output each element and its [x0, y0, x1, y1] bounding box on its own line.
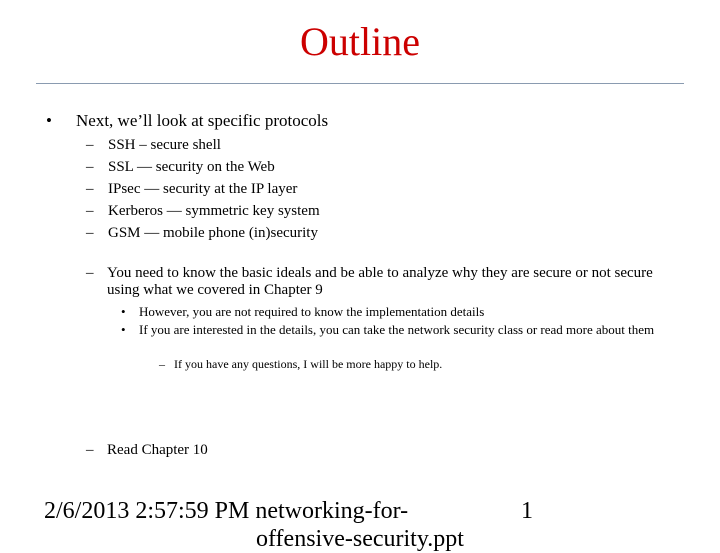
- protocol-ipsec: IPsec — security at the IP layer: [108, 181, 298, 197]
- protocol-ssh: SSH – secure shell: [108, 137, 221, 153]
- footer-filename-line2: offensive-security.ppt: [256, 526, 464, 552]
- sub-point-text: However, you are not required to know the implementation details: [139, 304, 485, 319]
- sub-point-text: If you are interested in the details, you can take the network security class or read more about them: [139, 322, 655, 337]
- questions-text: If you have any questions, I will be more happy to help.: [174, 357, 443, 371]
- read-chapter-text: Read Chapter 10: [107, 442, 208, 458]
- dash-marker: –: [86, 137, 94, 153]
- dash-marker: –: [159, 357, 165, 371]
- dash-marker: –: [86, 442, 94, 458]
- dash-marker: –: [86, 203, 94, 219]
- dash-marker: –: [86, 225, 94, 241]
- slide-title: Outline: [300, 19, 420, 64]
- list-item: [86, 156, 686, 178]
- dash-marker: –: [86, 265, 94, 281]
- list-item: [121, 304, 681, 320]
- list-item: [86, 222, 686, 244]
- protocol-gsm: GSM — mobile phone (in)security: [108, 225, 318, 241]
- protocol-ssl: SSL — security on the Web: [108, 159, 275, 175]
- list-item: [86, 134, 686, 156]
- bullet-marker: •: [46, 111, 52, 130]
- page-number: 1: [521, 498, 533, 524]
- title-divider: [36, 83, 684, 84]
- dash-marker: –: [86, 159, 94, 175]
- main-bullet-text: Next, we’ll look at specific protocols: [76, 111, 329, 130]
- need-to-know-text: You need to know the basic ideals and be able to analyze why they are secure or not secure using what we covered in Chapter 9: [107, 265, 653, 298]
- bullet-marker: •: [121, 304, 126, 319]
- bullet-marker: •: [121, 322, 126, 337]
- protocol-list: [86, 134, 686, 244]
- protocol-kerberos: Kerberos — symmetric key system: [108, 203, 320, 219]
- list-item: [121, 322, 681, 338]
- dash-marker: –: [86, 181, 94, 197]
- list-item: [86, 178, 686, 200]
- sub-point-list: [121, 304, 681, 340]
- list-item: [86, 200, 686, 222]
- footer-filename-line1: 2/6/2013 2:57:59 PM networking-for-: [44, 498, 409, 524]
